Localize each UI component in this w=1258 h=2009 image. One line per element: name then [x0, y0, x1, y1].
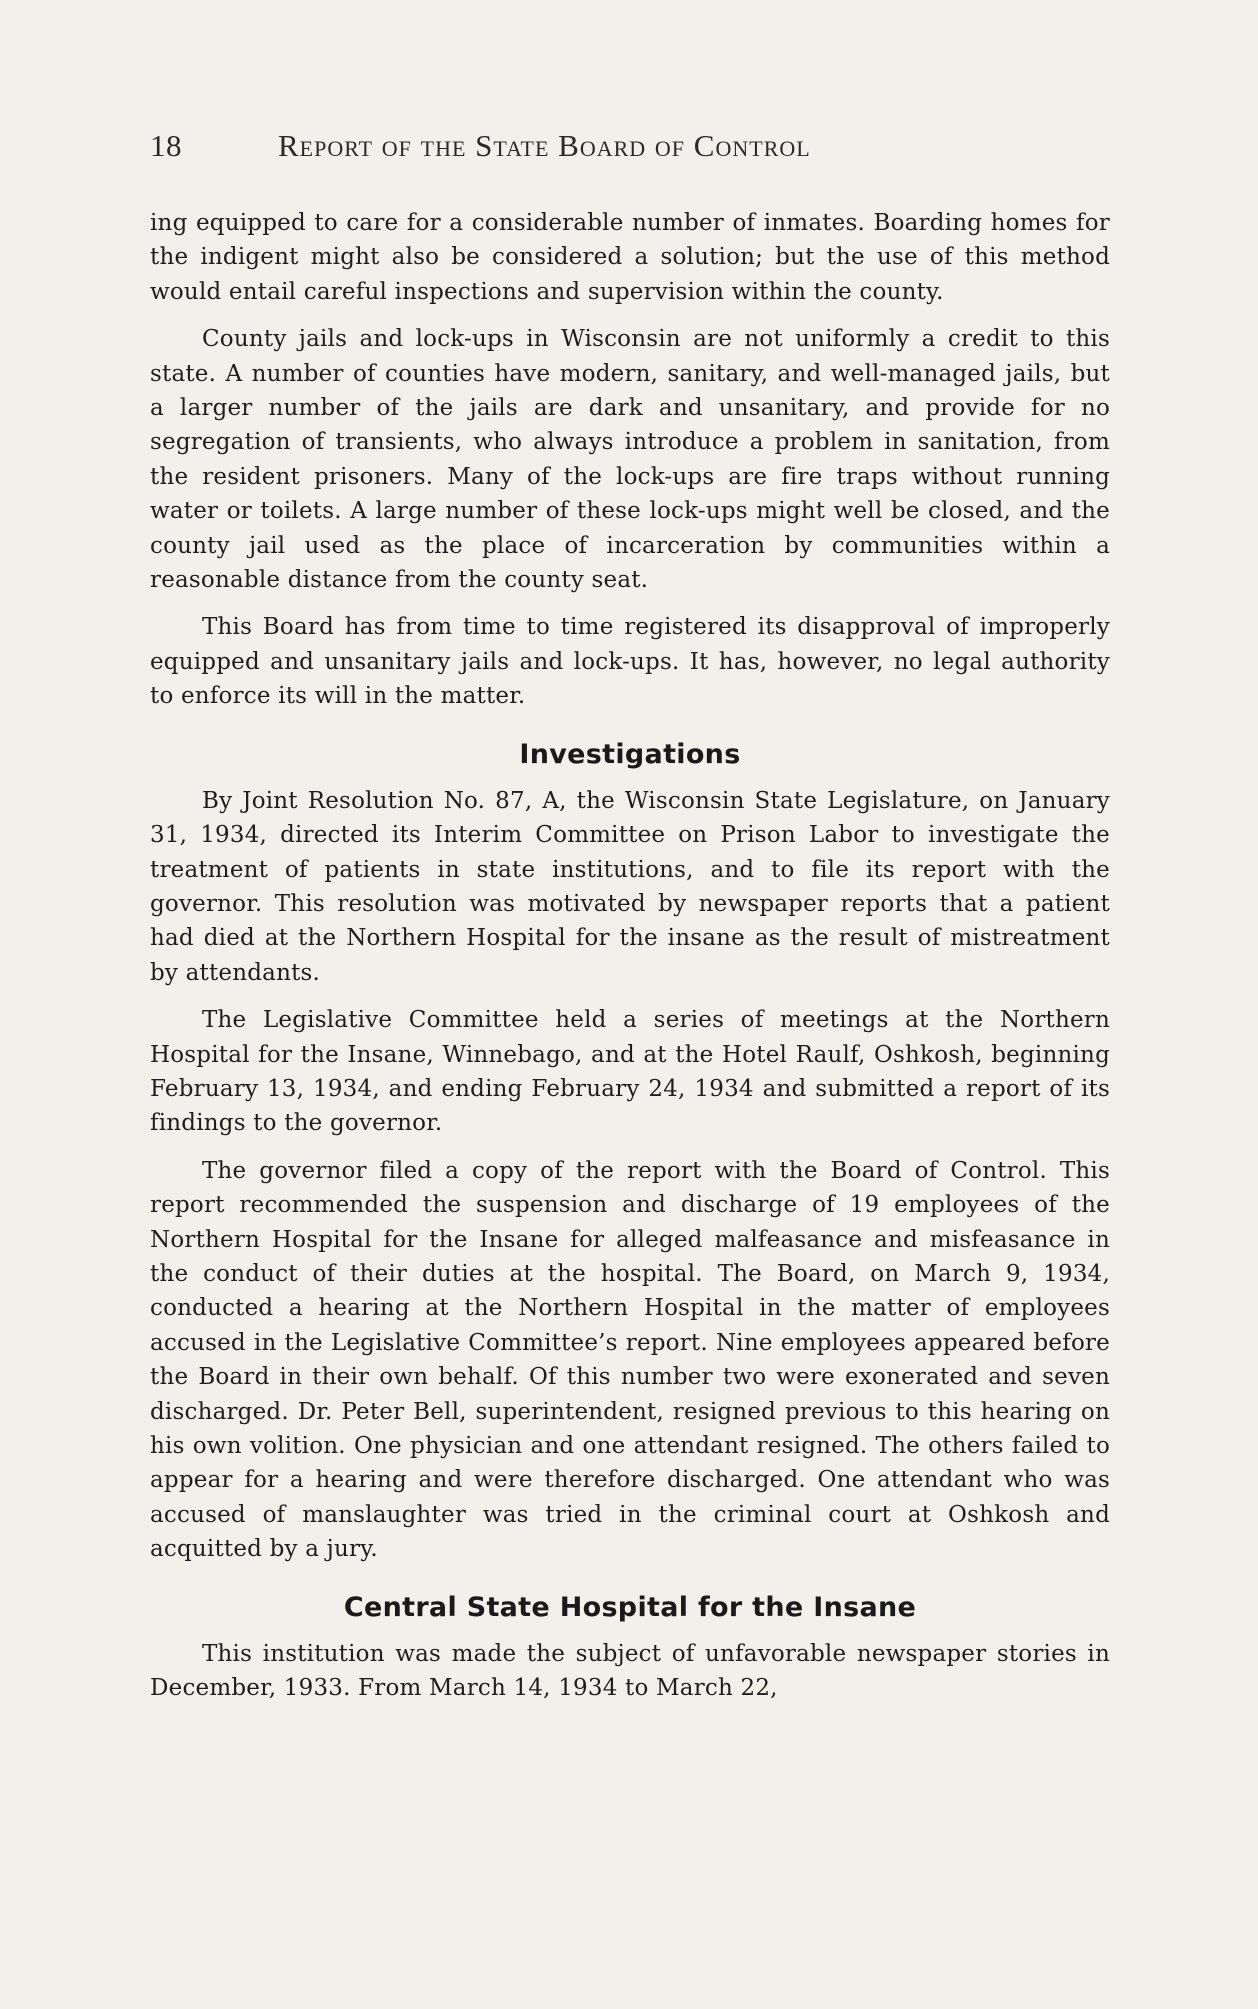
paragraph-county-jails: County jails and lock-ups in Wisconsin are not uniformly a credit to this state. A number of counties have modern, sanitary, and well-managed jails, but a larger number of the jails are dark and unsanitary, and provide for no segregation of transients, who always introduce a problem in sanitation, from the resident prisoners. Many of the lock-ups are fire traps without running water or toilets. A large number of these lock-ups might well be closed, and the county jail used as the place of incarceration by communities within a reasonable distance from the county seat. — [150, 326, 1110, 594]
running-header — [150, 128, 1120, 172]
section-heading-investigations: Investigations — [519, 738, 741, 770]
page-number: 18 — [150, 128, 182, 163]
paragraph-board-disapproval: This Board has from time to time registered its disapproval of improperly equipped and unsanitary jails and lock-ups. It has, however, no legal authority to enforce its will in the matter. — [150, 614, 1110, 710]
paragraph-joint-resolution: By Joint Resolution No. 87, A, the Wisconsin State Legislature, on January 31, 1934, directed its Interim Committee on Prison Labor to investigate the treatment of patients in state institutions, and to file its report with the governor. This resolution was motivated by newspaper reports that a patient had died at the Northern Hospital for the insane as the result of mistreatment by attendants. — [150, 787, 1110, 986]
paragraph-governor-report: The governor filed a copy of the report with the Board of Control. This report recommended the suspension and discharge of 19 employees of the Northern Hospital for the Insane for alleged malfeasance and misfeasance in the conduct of their duties at the hospital. The Board, on March 9, 1934, conducted a hearing at the Northern Hospital in the matter of employees accused in the Legislative Committee’s report. Nine employees appeared before the Board in their own behalf. Of this number two were exonerated and seven discharged. Dr. Peter Bell, superintendent, resigned previous to this hearing on his own volition. One physician and one attendant resigned. The others failed to appear for a hearing and were therefore discharged. One attendant who was accused of manslaughter was tried in the criminal court at Oshkosh and acquitted by a jury. — [150, 1157, 1110, 1563]
paragraph-continued: ing equipped to care for a considerable number of inmates. Boarding homes for the indigent might also be considered a solution; but the use of this method would entail careful inspections and supervision within the county. — [150, 210, 1110, 305]
paragraph-central-hospital: This institution was made the subject of unfavorable newspaper stories in December, 1933. From March 14, 1934 to March 22, — [150, 1640, 1110, 1702]
paragraph-legislative-committee: The Legislative Committee held a series of meetings at the Northern Hospital for the Insane, Winnebago, and at the Hotel Raulf, Oshkosh, beginning February 13, 1934, and ending February 24, 1934 and submitted a report of its findings to the governor. — [150, 1007, 1110, 1137]
body-text — [150, 206, 1110, 1718]
running-title: Report of the State Board of Control — [278, 128, 811, 163]
section-heading-central-state-hospital: Central State Hospital for the Insane — [343, 1591, 917, 1623]
